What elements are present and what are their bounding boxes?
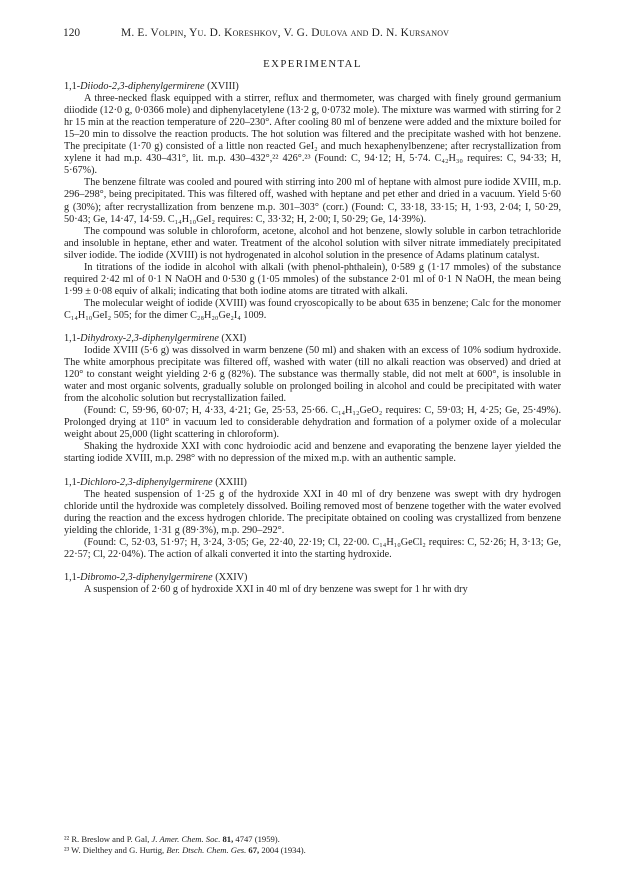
heading-suffix: (XXI) bbox=[218, 332, 247, 344]
footnote-rest: 2004 (1934). bbox=[259, 844, 306, 855]
compound-heading-dichloro bbox=[64, 477, 561, 489]
paragraph: A suspension of 2·60 g of hydroxide XXI in 40 ml of dry benzene was swept for 1 hr with dry bbox=[84, 583, 468, 595]
section-gap bbox=[64, 322, 561, 333]
compound-heading-diiodo bbox=[64, 81, 561, 93]
heading-name: Diiodo-2,3-diphenylgermirene bbox=[80, 81, 205, 93]
heading-prefix: 1,1- bbox=[64, 332, 81, 344]
heading-prefix: 1,1- bbox=[64, 571, 81, 583]
paragraph: The compound was soluble in chloroform, acetone, alcohol and hot benzene, slowly soluble in carbon tetrachloride and insoluble in heptane, ether and water. Treatment of the alcohol solution with silver nitrate immediately precipitated silver iodide. The iodide (XVIII) is not hydrogenated in alcohol solution in the presence of Adams platinum catalyst. bbox=[64, 225, 561, 261]
footnote-mark: ²³ bbox=[64, 844, 72, 855]
heading-prefix: 1,1- bbox=[64, 81, 81, 93]
compound-heading-dihydroxy bbox=[64, 333, 561, 345]
heading-name: Dihydroxy-2,3-diphenylgermirene bbox=[80, 332, 219, 344]
heading-suffix: (XVIII) bbox=[204, 81, 239, 93]
paragraph: The heated suspension of 1·25 g of the hydroxide XXI in 40 ml of dry benzene was swept with dry hydrogen chloride until the hydroxide was completely dissolved. Boiling removed most of benzene together with the water evolved during the reaction and the excess hydrogen chloride. The precipitate obtained on cooling was crystallized from benzene yielding the chloride, 1·31 g (89·3%), m.p. 290–292°. bbox=[64, 488, 561, 536]
heading-name: Dibromo-2,3-diphenylgermirene bbox=[80, 571, 213, 583]
footnote-volume: 81, bbox=[220, 834, 234, 844]
heading-prefix: 1,1- bbox=[64, 476, 81, 488]
running-head: M. E. Volpin, Yu. D. Koreshkov, V. G. Dulova and D. N. Kursanov bbox=[121, 27, 450, 39]
section-gap bbox=[64, 561, 561, 572]
compound-heading-dibromo bbox=[64, 572, 561, 584]
page-header bbox=[63, 27, 562, 43]
paragraph: The benzene filtrate was cooled and poured with stirring into 200 ml of heptane with almost pure iodide XVIII, m.p. 296–298°, being precipitated. This was filtered off, washed with heptane and pet ether and dried in a vacuum. Yield 5·60 g (30%); after recrystallization from benzene m.p. 301–303° (corr.) (Found: C, 33·18, 33·15; H, 1·93, 2·04; I, 50·29, 50·43; Ge, 14·47, 14·59. C₁₄H₁₀GeI₂ requires: C, 33·32; H, 2·00; I, 50·29; Ge, 14·39%). bbox=[64, 177, 561, 225]
paragraph: The molecular weight of iodide (XVIII) was found cryoscopically to be about 635 in benzene; Calc for the monomer C₁₄H₁₀GeI₂ 505; for the dimer C₂₈H₂₀Ge₂I₄ 1009. bbox=[64, 297, 561, 321]
page-number: 120 bbox=[63, 27, 81, 39]
footnote-authors: R. Breslow and P. Gal, bbox=[71, 834, 152, 844]
section-title: EXPERIMENTAL bbox=[263, 58, 362, 70]
paragraph: (Found: C, 59·96, 60·07; H, 4·33, 4·21; Ge, 25·53, 25·66. C₁₄H₁₂GeO₂ requires: C, 59·03; H, 4·25; Ge, 25·49%). Prolonged drying at 110° in vacuum led to considerable dehydration and formation of a polymer oxide of a molecular weight about 25,000 (light scattering in chloroform). bbox=[64, 405, 561, 441]
paragraph: (Found: C, 52·03, 51·97; H, 3·24, 3·05; Ge, 22·40, 22·19; Cl, 22·00. C₁₄H₁₀GeCl₂ requires: C, 52·26; H, 3·13; Ge, 22·57; Cl, 22·04%). The action of alkali converted it into the starting hydroxide. bbox=[64, 536, 561, 560]
paragraph: A three-necked flask equipped with a stirrer, reflux and thermometer, was charged with finely ground germanium diiodide (12·0 g, 0·0366 mole) and diphenylacetylene (13·2 g, 0·0732 mole). The mixture was warmed with stirring for 2 hr 15 min at the reaction temperature of 220–230°. After cooling 80 ml of benzene were added and the mixture boiled for 15–20 min to dissolve the reaction products. The hot solution was filtered and the precipitate washed with hot benzene. The precipitate (1·70 g) consisted of a little non reacted GeI₂ and much hexaphenylbenzene; after recrystallization from xylene it had m.p. 430–431°, lit. m.p. 430–432°,²² 426°.²³ (Found: C, 94·12; H, 5·74. C₄₂H₃₀ requires: C, 94·33; H, 5·67%). bbox=[64, 93, 561, 177]
paragraph: Iodide XVIII (5·6 g) was dissolved in warm benzene (50 ml) and shaken with an excess of 10% sodium hydroxide. The white amorphous precipitate was filtered off, washed with water (till no alkali reaction was observed) and dried at 120° to constant weight yielding 2·6 g (82%). The substance was thermally stable, did not melt at 600°, is insoluble in water and most organic solvents, gradually soluble on prolonged boiling in alcohol and could be precipitated with water from the alcoholic solution but recrystallization failed. bbox=[64, 345, 561, 405]
footnote-22 bbox=[64, 834, 561, 845]
article-body bbox=[64, 58, 561, 596]
footnote-mark: ²² bbox=[64, 834, 72, 844]
footnote-23 bbox=[64, 845, 561, 856]
heading-suffix: (XXIV) bbox=[212, 571, 248, 583]
footnote-journal: Ber. Dtsch. Chem. Ges. bbox=[166, 844, 247, 855]
heading-name: Dichloro-2,3-diphenylgermirene bbox=[80, 476, 213, 488]
footnotes bbox=[64, 834, 561, 855]
footnote-journal: J. Amer. Chem. Soc. bbox=[151, 834, 221, 844]
heading-suffix: (XXIII) bbox=[212, 476, 247, 488]
paragraph: In titrations of the iodide in alcohol with alkali (with phenol-phthalein), 0·589 g (1·17 mmoles) of the substance required 2·42 ml of 0·1 N NaOH and 0·530 g (1·05 mmoles) of the substance 2·01 ml of 0·1 N NaOH, the mean being 1·99 ± 0·08 equiv of alkali; indicating that both iodine atoms are titrated with alkali. bbox=[64, 261, 561, 297]
section-gap bbox=[64, 466, 561, 477]
paragraph: Shaking the hydroxide XXI with conc hydroiodic acid and benzene and evaporating the benzene layer yielded the starting iodide XVIII, m.p. 298° with no depression of the mixed m.p. with an authentic sample. bbox=[64, 441, 561, 465]
footnote-authors: W. Dielthey and G. Hurtig, bbox=[71, 844, 167, 855]
footnote-volume: 67, bbox=[246, 844, 260, 855]
footnote-rest: 4747 (1959). bbox=[233, 834, 280, 844]
